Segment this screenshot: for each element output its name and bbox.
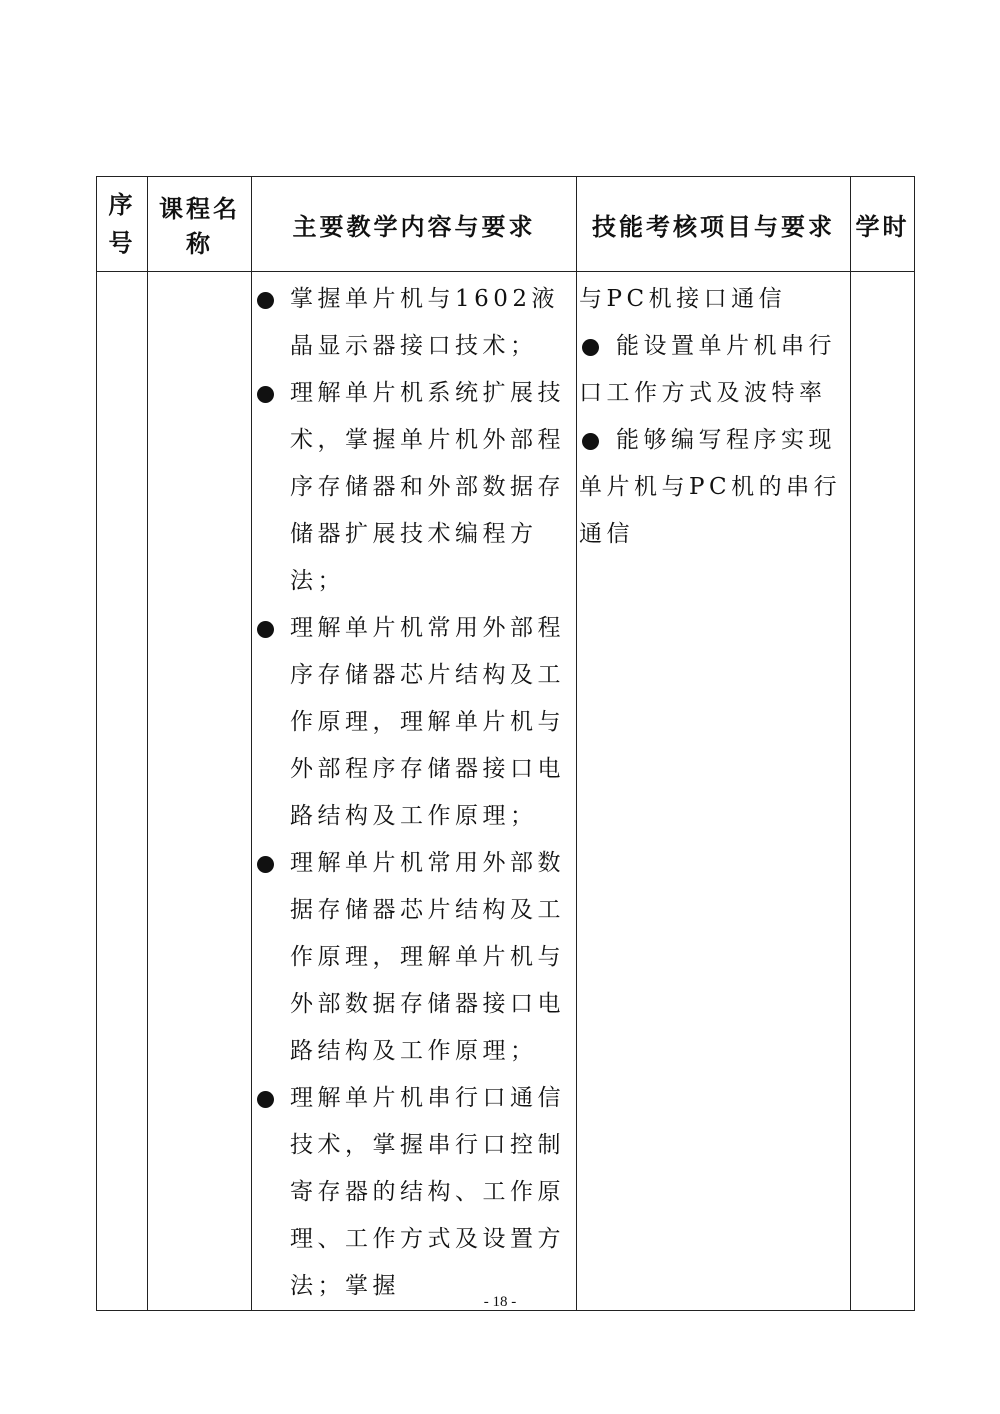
header-skills: 技能考核项目与要求 — [577, 177, 851, 272]
content-item-text: 理解单片机串行口通信技术，掌握串行口控制寄存器的结构、工作原理、工作方式及设置方法；掌握 — [290, 1085, 565, 1299]
content-item-text: 理解单片机常用外部数据存储器芯片结构及工作原理，理解单片机与外部数据存储器接口电路结构及工作原理； — [290, 850, 565, 1064]
content-item — [252, 1075, 576, 1310]
header-hours: 学时 — [851, 177, 915, 272]
content-item-text: 理解单片机系统扩展技术，掌握单片机外部程序存储器和外部数据存储器扩展技术编程方法； — [290, 380, 565, 594]
header-seq — [97, 177, 148, 272]
header-seq-bottom: 号 — [108, 228, 136, 257]
content-item-text: 掌握单片机与1602液晶显示器接口技术； — [290, 286, 560, 359]
skill-item-text: 能够编写程序实现单片机与PC机的串行通信 — [579, 427, 842, 547]
table-header-row — [97, 177, 915, 272]
cell-seq — [97, 272, 148, 1311]
content-item — [252, 370, 576, 605]
cell-course-name — [148, 272, 252, 1311]
course-table — [96, 176, 915, 1311]
bullet-icon — [257, 1091, 274, 1108]
content-item — [252, 276, 576, 370]
bullet-icon — [582, 433, 599, 450]
page-number: - 18 - — [483, 1294, 517, 1310]
bullet-icon — [257, 621, 274, 638]
skill-item — [579, 323, 850, 417]
bullet-icon — [257, 386, 274, 403]
cell-content — [252, 272, 577, 1311]
table-row — [97, 272, 915, 1311]
header-content: 主要教学内容与要求 — [252, 177, 577, 272]
bullet-icon — [257, 292, 274, 309]
content-item-text: 理解单片机常用外部程序存储器芯片结构及工作原理，理解单片机与外部程序存储器接口电路结构及工作原理； — [290, 615, 565, 829]
skills-lead-text: 与PC机接口通信 — [579, 286, 787, 312]
content-item — [252, 605, 576, 840]
cell-skills — [577, 272, 851, 1311]
skill-item — [579, 417, 850, 558]
header-seq-top: 序 — [108, 190, 136, 219]
skill-item-text: 能设置单片机串行口工作方式及波特率 — [579, 333, 836, 406]
cell-hours — [851, 272, 915, 1311]
content-item — [252, 840, 576, 1075]
bullet-icon — [257, 856, 274, 873]
bullet-icon — [582, 339, 599, 356]
header-course-name: 课程名称 — [148, 177, 252, 272]
